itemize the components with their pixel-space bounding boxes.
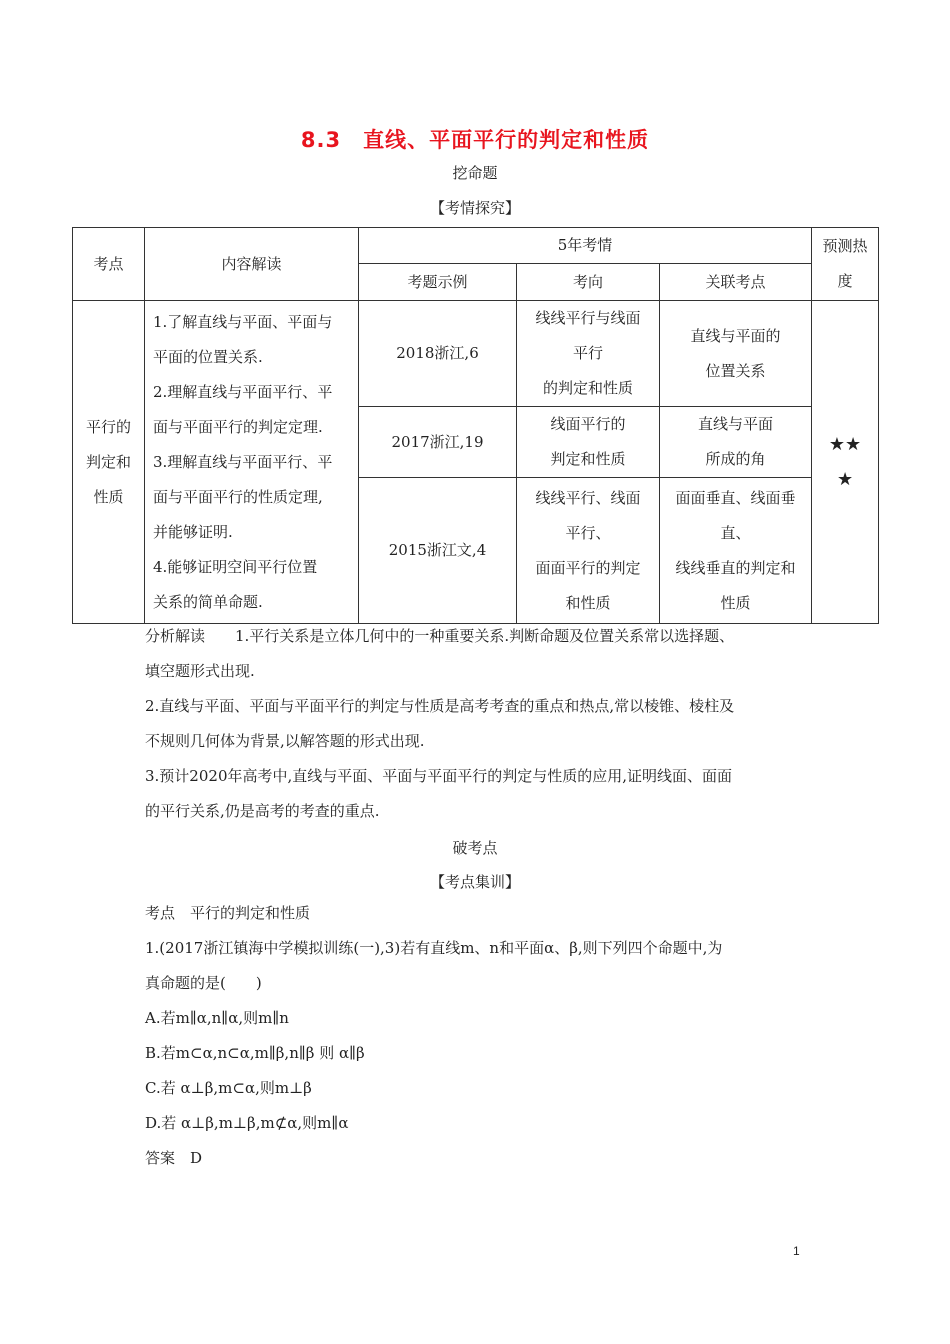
cell-line: 线线平行与线面 xyxy=(535,309,641,327)
neirong-line: 面与平面平行的判定定理. xyxy=(153,417,323,436)
page-title: 8.3 直线、平面平行的判定和性质 xyxy=(300,128,650,152)
question-line: 真命题的是( ) xyxy=(145,974,262,992)
header-guanlian: 关联考点 xyxy=(660,264,812,301)
cell-line: 面面平行的判定 xyxy=(535,558,641,577)
cell-kaodian: 平行的判定和性质 xyxy=(73,301,145,624)
answer-line: 答案 D xyxy=(145,1149,203,1167)
header-kaodian: 考点 xyxy=(73,228,145,301)
cell-guanlian-2 xyxy=(660,407,812,478)
section-heading-pokaodian: 破考点 xyxy=(452,839,498,857)
cell-line: 判定和性质 xyxy=(550,450,626,468)
cell-line: 平行 xyxy=(572,344,603,362)
section-heading-wamingti: 挖命题 xyxy=(452,164,498,182)
cell-stars xyxy=(812,301,879,624)
header-yuce: 预测热度 xyxy=(812,228,879,301)
analysis-line: 分析解读 1.平行关系是立体几何中的一种重要关系.判断命题及位置关系常以选择题、 xyxy=(145,627,735,645)
neirong-line: 2.理解直线与平面平行、平 xyxy=(153,382,333,401)
cell-guanlian-1 xyxy=(660,301,812,407)
analysis-line: 填空题形式出现. xyxy=(145,662,255,680)
cell-line: 性质 xyxy=(720,593,751,612)
cell-kaoxiang-3 xyxy=(517,478,660,624)
cell-line: 所成的角 xyxy=(705,450,766,468)
section-heading-kaoqing: 【考情探究】 xyxy=(429,199,520,217)
cell-line: 直线与平面的 xyxy=(690,326,781,345)
neirong-line: 4.能够证明空间平行位置 xyxy=(153,557,318,576)
cell-line: ★★ xyxy=(828,434,862,455)
cell-neirong xyxy=(145,301,359,624)
exam-info-table xyxy=(72,227,879,624)
question-line: 1.(2017浙江镇海中学模拟训练(一),3)若有直线m、n和平面α、β,则下列四个命题中,为 xyxy=(145,939,723,957)
header-kaoxiang: 考向 xyxy=(517,264,660,301)
cell-line: 线面平行的 xyxy=(550,415,626,433)
cell-line: 和性质 xyxy=(565,593,611,612)
cell-guanlian-3 xyxy=(660,478,812,624)
section-heading-jixun: 【考点集训】 xyxy=(429,873,520,891)
cell-kaoxiang-1 xyxy=(517,301,660,407)
page-number: 1 xyxy=(793,1244,800,1258)
cell-example-3: 2015浙江文,4 xyxy=(359,478,517,624)
neirong-line: 3.理解直线与平面平行、平 xyxy=(153,452,333,471)
header-example: 考题示例 xyxy=(359,264,517,301)
cell-example-2: 2017浙江,19 xyxy=(359,407,517,478)
cell-line: 位置关系 xyxy=(705,361,766,380)
cell-kaoxiang-2 xyxy=(517,407,660,478)
cell-line: 线线垂直的判定和 xyxy=(675,558,796,577)
cell-example-1: 2018浙江,6 xyxy=(359,301,517,407)
option-c: C.若 α⊥β,m⊂α,则m⊥β xyxy=(145,1079,312,1097)
neirong-line: 1.了解直线与平面、平面与 xyxy=(153,312,333,331)
neirong-line: 平面的位置关系. xyxy=(153,347,263,366)
neirong-line: 面与平面平行的性质定理, xyxy=(153,487,323,506)
header-5year: 5年考情 xyxy=(359,228,812,264)
cell-line: 的判定和性质 xyxy=(542,379,633,397)
neirong-line: 关系的简单命题. xyxy=(153,592,263,611)
header-neirong: 内容解读 xyxy=(145,228,359,301)
cell-line: 直线与平面 xyxy=(698,415,774,433)
option-b: B.若m⊂α,n⊂α,m∥β,n∥β 则 α∥β xyxy=(145,1044,365,1062)
topic-line: 考点 平行的判定和性质 xyxy=(145,904,311,922)
option-a: A.若m∥α,n∥α,则m∥n xyxy=(145,1009,289,1027)
analysis-block xyxy=(145,619,815,829)
analysis-line: 的平行关系,仍是高考的考查的重点. xyxy=(145,802,380,820)
analysis-line: 2.直线与平面、平面与平面平行的判定与性质是高考考查的重点和热点,常以棱锥、棱柱及 xyxy=(145,697,735,715)
question-block xyxy=(145,896,815,1176)
analysis-line: 不规则几何体为背景,以解答题的形式出现. xyxy=(145,732,425,750)
cell-line: ★ xyxy=(836,469,854,490)
neirong-line: 并能够证明. xyxy=(153,522,233,541)
cell-line: 线线平行、线面 xyxy=(535,488,641,507)
cell-line: 面面垂直、线面垂 xyxy=(675,488,796,507)
cell-line: 直、 xyxy=(720,523,751,542)
option-d: D.若 α⊥β,m⊥β,m⊄α,则m∥α xyxy=(145,1114,349,1132)
cell-line: 平行、 xyxy=(565,523,611,542)
analysis-line: 3.预计2020年高考中,直线与平面、平面与平面平行的判定与性质的应用,证明线面、面面 xyxy=(145,767,733,785)
